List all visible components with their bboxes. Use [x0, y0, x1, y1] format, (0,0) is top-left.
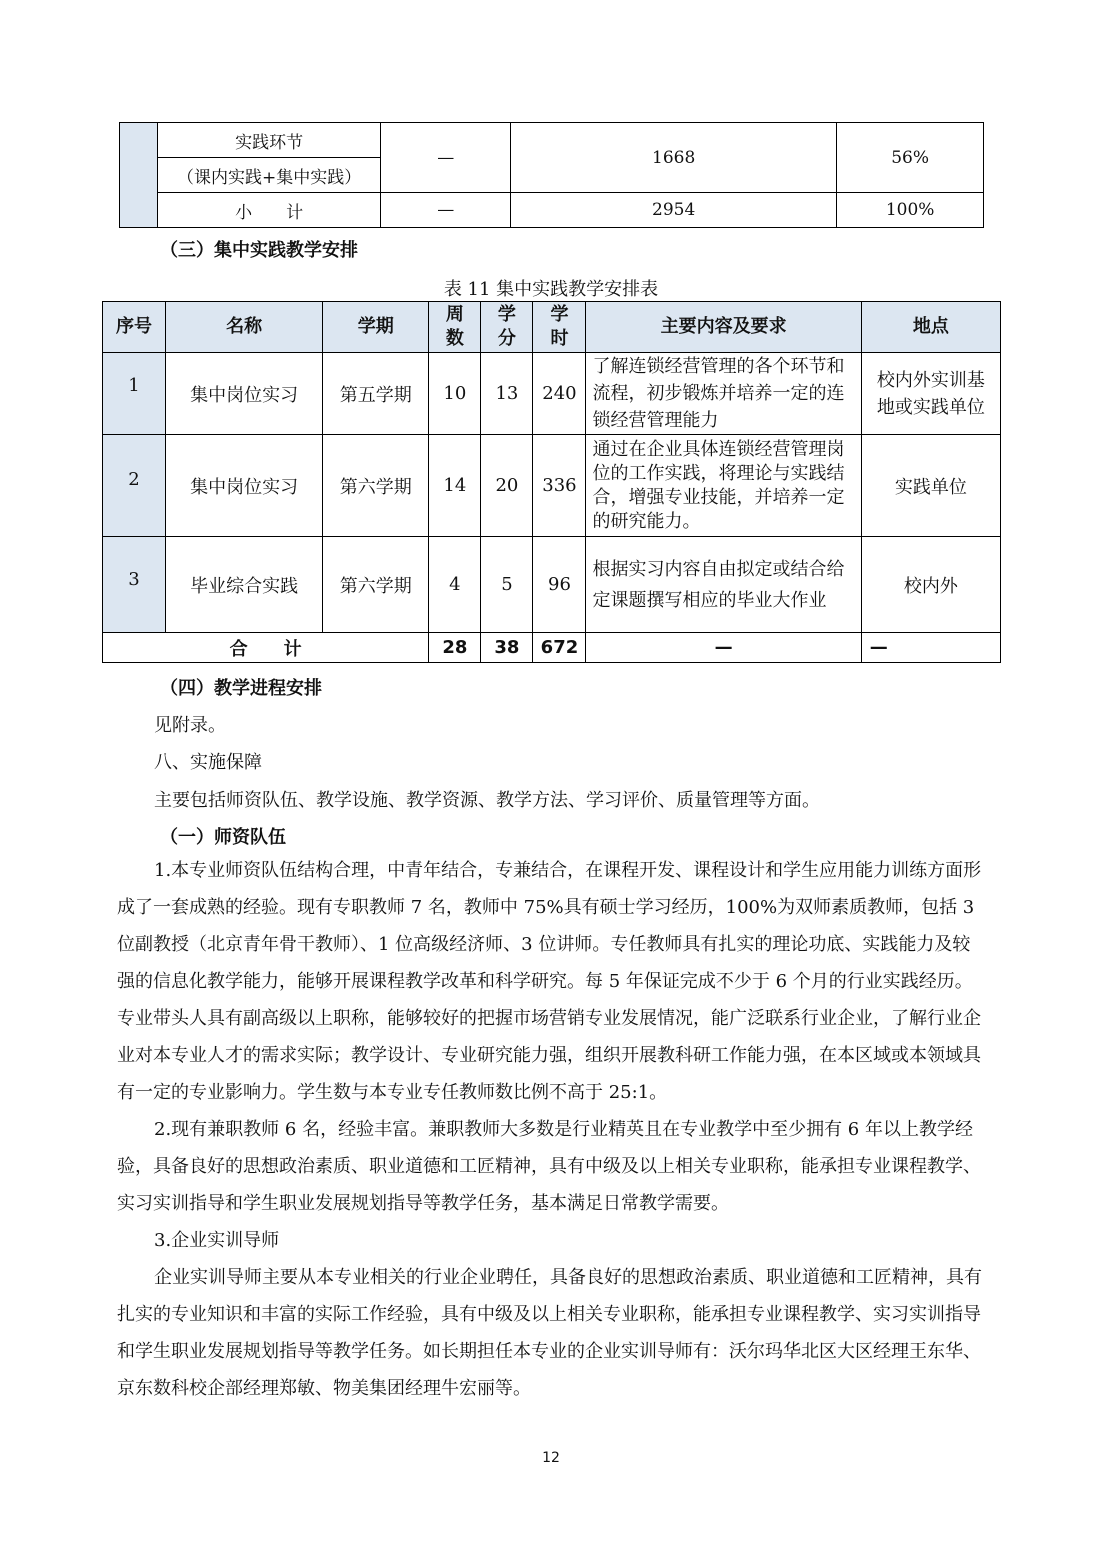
table-header-row: [103, 302, 1001, 353]
table-cell: 14: [429, 435, 481, 537]
table-cell: 38: [481, 633, 533, 663]
table-cell: 第五学期: [323, 353, 429, 435]
table-cell: —: [861, 633, 1000, 663]
table-cell: 毕业综合实践: [166, 537, 323, 633]
table-cell: 240: [533, 353, 586, 435]
table-cell: 10: [429, 353, 481, 435]
paragraph: 2.现有兼职教师 6 名，经验丰富。兼职教师大多数是行业精英且在专业教学中至少拥有 6 年以上教学经验，具备良好的思想政治素质、职业道德和工匠精神，具有中级及以上相关专业职称，能承担专业课程教学、实习实训指导和学生职业发展规划指导等教学任务，基本满足日常教学需要。: [117, 1119, 981, 1214]
table-cell: —: [586, 633, 861, 663]
table-cell: 28: [429, 633, 481, 663]
table-cell: 96: [533, 537, 586, 633]
table-cell: 13: [481, 353, 533, 435]
column-header: 地点: [861, 302, 1000, 353]
column-header: 学分: [481, 302, 533, 353]
category-cell: [120, 123, 158, 228]
column-header: 学时: [533, 302, 586, 353]
table-row: [103, 353, 1001, 435]
table-cell: 2954: [511, 193, 837, 228]
table-cell: 第六学期: [323, 537, 429, 633]
table-total-row: [103, 633, 1001, 663]
chapter-heading: 八、实施保障: [154, 752, 262, 773]
table-cell: 小 计: [157, 193, 381, 228]
body-text: 主要包括师资队伍、教学设施、教学资源、教学方法、学习评价、质量管理等方面。: [154, 790, 820, 811]
page-number: 12: [542, 1450, 560, 1466]
paragraph: 1.本专业师资队伍结构合理，中青年结合，专兼结合，在课程开发、课程设计和学生应用能力训练方面形成了一套成熟的经验。现有专职教师 7 名，教师中 75%具有硕士学习经历，100%为双师素质教师，包括 3 位副教授（北京青年骨干教师）、1 位高级经济师、3 位讲师。专任教师具有扎实的理论功底、实践能力及较强的信息化教学能力，能够开展课程教学改革和科学研究。每 5 年保证完成不少于 6 个月的行业实践经历。专业带头人具有副高级以上职称，能够较好的把握市场营销专业发展情况，能广泛联系行业企业，了解行业企业对本专业人才的需求实际；教学设计、专业研究能力强，组织开展教科研工作能力强，在本区域或本领域具有一定的专业影响力。学生数与本专业专任教师数比例不高于 25:1。: [117, 860, 982, 1103]
section-heading: （四）教学进程安排: [160, 678, 322, 699]
table-cell: （课内实践+集中实践）: [157, 158, 381, 193]
table-cell: 校内外: [861, 537, 1000, 633]
practice-schedule-table: [102, 301, 1001, 663]
table-cell: 校内外实训基地或实践单位: [861, 353, 1000, 435]
table-cell: 集中岗位实习: [166, 435, 323, 537]
table-caption: 表 11 集中实践教学安排表: [443, 279, 659, 300]
table-cell: 根据实习内容自由拟定或结合给定课题撰写相应的毕业大作业: [586, 537, 861, 633]
column-header: 名称: [166, 302, 323, 353]
table-row: [103, 537, 1001, 633]
seq-cell: 1: [103, 353, 166, 435]
table-cell: 了解连锁经营管理的各个环节和流程，初步锻炼并培养一定的连锁经营管理能力: [586, 353, 861, 435]
table-cell: 通过在企业具体连锁经营管理岗位的工作实践，将理论与实践结合，增强专业技能，并培养一定的研究能力。: [586, 435, 861, 537]
table-cell: —: [381, 123, 511, 193]
table-cell: 集中岗位实习: [166, 353, 323, 435]
teachers-section: [117, 852, 987, 1407]
table-cell: 56%: [837, 123, 984, 193]
table-cell: 5: [481, 537, 533, 633]
table-cell: 100%: [837, 193, 984, 228]
column-header: 主要内容及要求: [586, 302, 861, 353]
table-cell: 20: [481, 435, 533, 537]
table-cell: 1668: [511, 123, 837, 193]
total-label: 合 计: [103, 633, 429, 663]
table-cell: 第六学期: [323, 435, 429, 537]
table-cell: 4: [429, 537, 481, 633]
credit-summary-table: [119, 122, 984, 228]
paragraph: 企业实训导师主要从本专业相关的行业企业聘任，具备良好的思想政治素质、职业道德和工匠精神，具有扎实的专业知识和丰富的实际工作经验，具有中级及以上相关专业职称，能承担专业课程教学、实习实训指导和学生职业发展规划指导等教学任务。如长期担任本专业的企业实训导师有：沃尔玛华北区大区经理王东华、京东数科校企部经理郑敏、物美集团经理牛宏丽等。: [117, 1267, 982, 1399]
seq-cell: 2: [103, 435, 166, 537]
body-text: 见附录。: [154, 715, 226, 736]
table-cell: 实践环节: [157, 123, 381, 158]
column-header: 序号: [103, 302, 166, 353]
section-heading: （一）师资队伍: [160, 827, 286, 848]
section-heading: （三）集中实践教学安排: [160, 240, 358, 261]
table-cell: 672: [533, 633, 586, 663]
table-cell: 实践单位: [861, 435, 1000, 537]
paragraph-heading: 3.企业实训导师: [154, 1230, 280, 1251]
column-header: 周数: [429, 302, 481, 353]
column-header: 学期: [323, 302, 429, 353]
table-cell: —: [381, 193, 511, 228]
table-cell: 336: [533, 435, 586, 537]
table-row: [103, 435, 1001, 537]
table-row: [120, 123, 984, 158]
seq-cell: 3: [103, 537, 166, 633]
table-row: [120, 193, 984, 228]
